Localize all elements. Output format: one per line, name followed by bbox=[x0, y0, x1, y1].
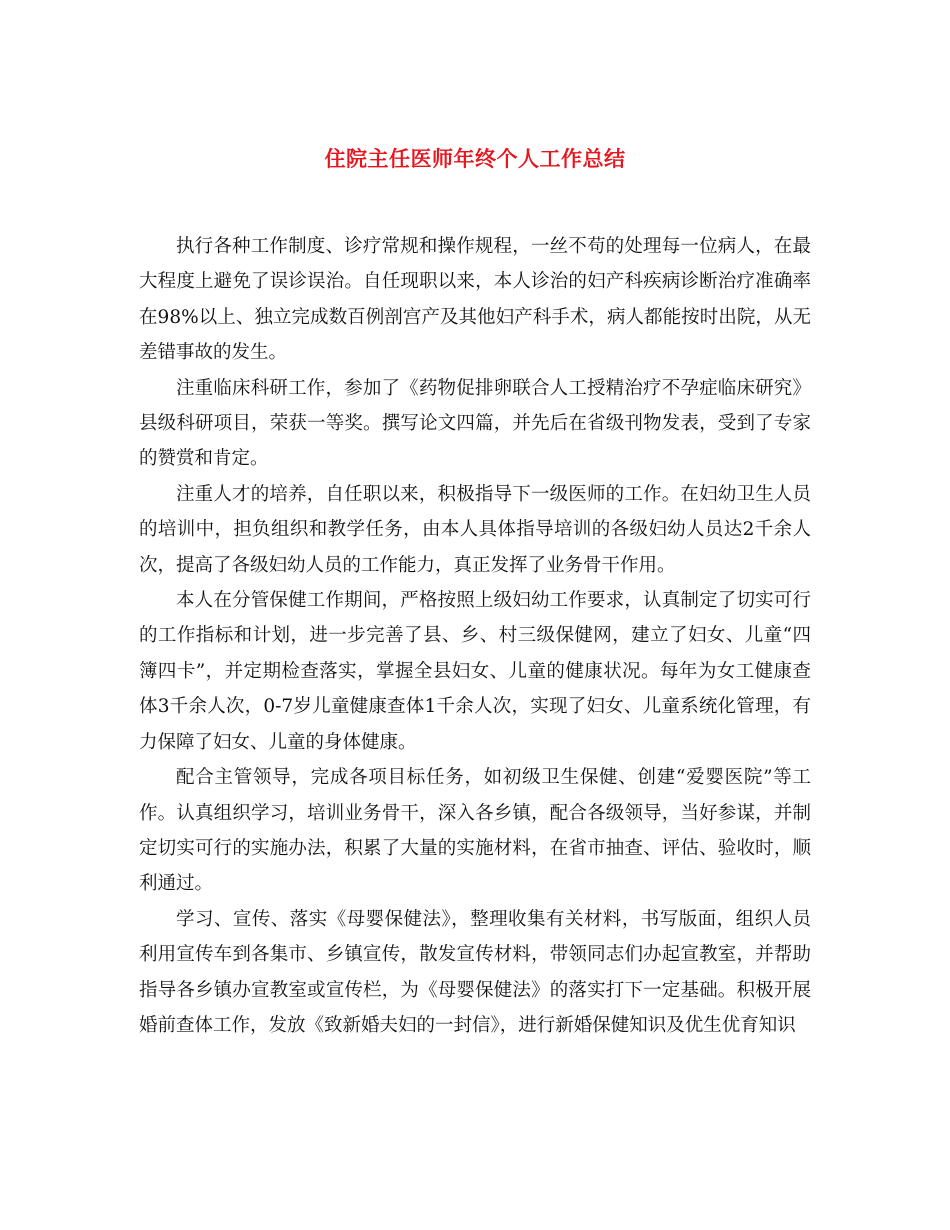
paragraph-diagnosis: 执行各种工作制度、诊疗常规和操作规程，一丝不苟的处理每一位病人，在最大程度上避免了误诊误治。自任现职以来，本人诊治的妇产科疾病诊断治疗准确率在98%以上、独立完成数百例剖宫产及其他妇产科手术，病人都能按时出院，从无差错事故的发生。 bbox=[139, 236, 811, 364]
paragraph-research: 注重临床科研工作，参加了《药物促排卵联合人工授精治疗不孕症临床研究》县级科研项目，荣获一等奖。撰写论文四篇，并先后在省级刊物发表，受到了专家的赞赏和肯定。 bbox=[139, 377, 811, 470]
paragraph-healthcare: 本人在分管保健工作期间，严格按照上级妇幼工作要求，认真制定了切实可行的工作指标和计划，进一步完善了县、乡、村三级保健网，建立了妇女、儿童“四簿四卡”，并定期检查落实，掌握全县妇女、儿童的健康状况。每年为女工健康查体3千余人次，0-7岁儿童健康查体1千余人次，实现了妇女、儿童系统化管理，有力保障了妇女、儿童的身体健康。 bbox=[139, 590, 811, 753]
document-body bbox=[139, 229, 811, 1043]
document-title: 住院主任医师年终个人工作总结 bbox=[324, 147, 626, 171]
paragraph-coordination: 配合主管领导，完成各项目标任务，如初级卫生保健、创建“爱婴医院”等工作。认真组织学习，培训业务骨干，深入各乡镇，配合各级领导，当好参谋，并制定切实可行的实施办法，积累了大量的实施材料，在省市抽查、评估、验收时，顺利通过。 bbox=[139, 767, 811, 895]
paragraph-training: 注重人才的培养，自任职以来，积极指导下一级医师的工作。在妇幼卫生人员的培训中，担负组织和教学任务，由本人具体指导培训的各级妇幼人员达2千余人次，提高了各级妇幼人员的工作能力，真正发挥了业务骨干作用。 bbox=[139, 483, 811, 576]
paragraph-publicity: 学习、宣传、落实《母婴保健法》，整理收集有关材料，书写版面，组织人员利用宣传车到各集市、乡镇宣传，散发宣传材料，带领同志们办起宣教室，并帮助指导各乡镇办宣教室或宣传栏，为《母婴保健法》的落实打下一定基础。积极开展婚前查体工作，发放《致新婚夫妇的一封信》，进行新婚保健知识及优生优育知识 bbox=[139, 908, 811, 1036]
